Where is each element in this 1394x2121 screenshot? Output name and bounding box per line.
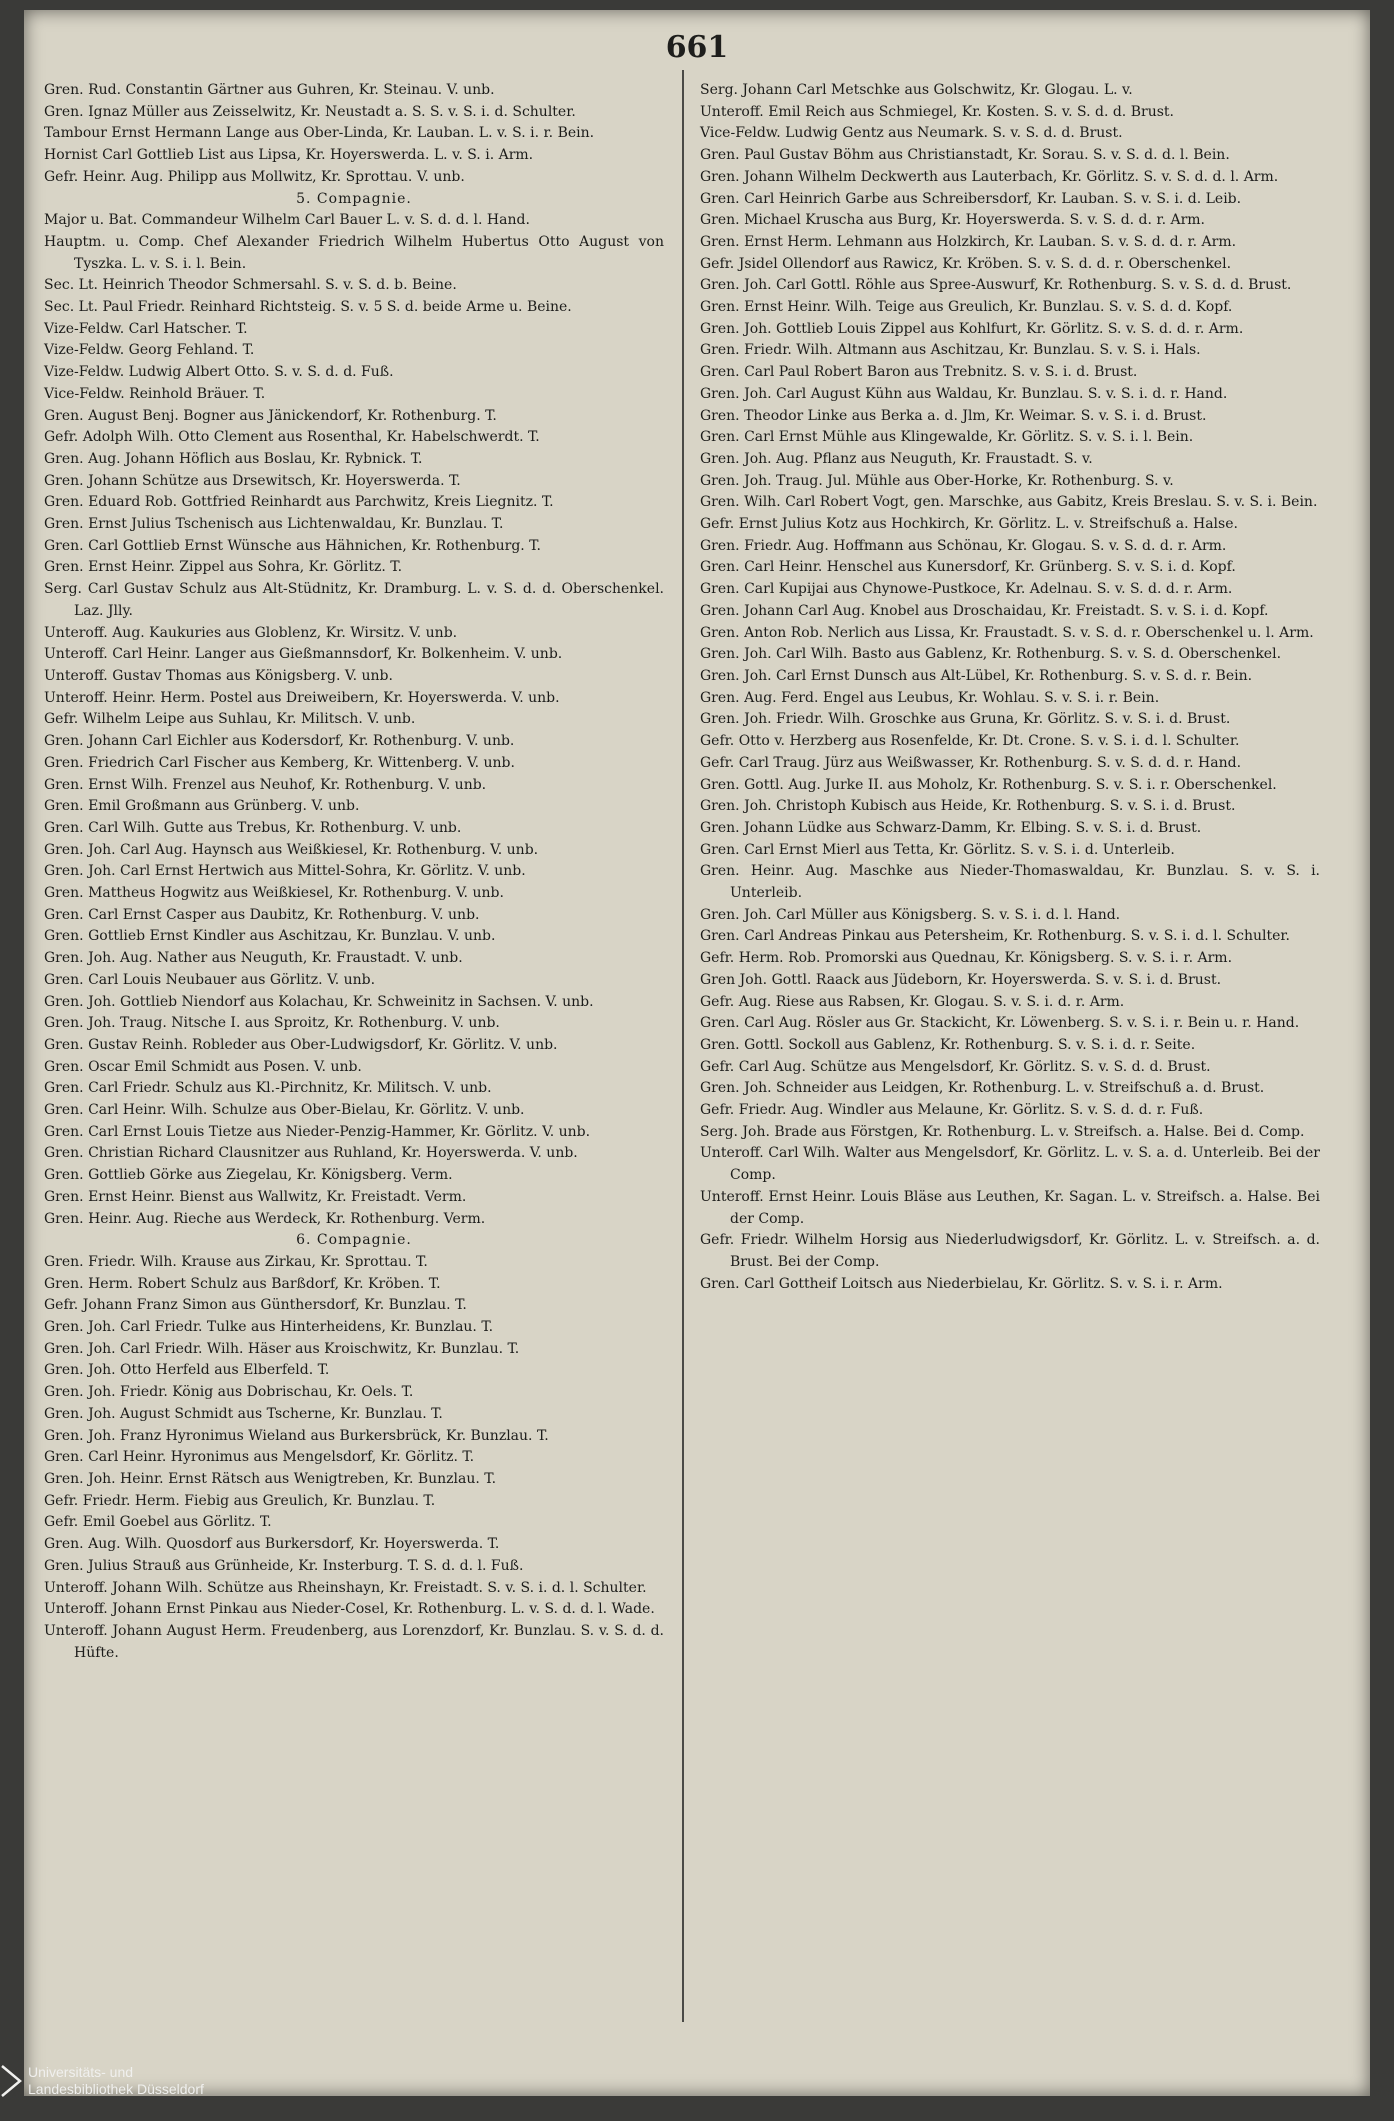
roster-entry: Gren. Carl Friedr. Schulz aus Kl.-Pirchnitz, Kr. Militsch. V. unb. (44, 1080, 492, 1097)
roster-entry: Gren. Ernst Heinr. Zippel aus Sohra, Kr. Görlitz. T. (44, 559, 403, 576)
roster-entry: Vice-Feldw. Reinhold Bräuer. T. (44, 385, 266, 402)
roster-entry: Gren. Aug. Ferd. Engel aus Leubus, Kr. Wohlau. S. v. S. i. r. Bein. (700, 689, 1160, 706)
roster-entry: Gren. Joh. Carl Müller aus Königsberg. S. v. S. i. d. l. Hand. (700, 906, 1121, 923)
roster-entry: Unteroff. Johann August Herm. Freudenberg, aus Lorenzdorf, Kr. Bunzlau. S. v. S. d. d. Hüfte. (44, 1622, 664, 1661)
roster-entry: Gren. Carl Kupijai aus Chynowe-Pustkoce, Kr. Adelnau. S. v. S. d. d. r. Arm. (700, 581, 1233, 598)
roster-entry: Gren. Carl Paul Robert Baron aus Trebnitz. S. v. S. i. d. Brust. (700, 364, 1138, 381)
roster-entry: Serg. Carl Gustav Schulz aus Alt-Stüdnitz, Kr. Dramburg. L. v. S. d. d. Oberschenkel. Laz. Jlly. (44, 581, 664, 619)
roster-entry: Gren. Carl Andreas Pinkau aus Petersheim, Kr. Rothenburg. S. v. S. i. d. l. Schulter. (700, 928, 1291, 945)
roster-entry: Gren. Carl Gottlieb Ernst Wünsche aus Hähnichen, Kr. Rothenburg. T. (44, 537, 541, 554)
roster-entry: Gren. Johann Carl Eichler aus Kodersdorf, Kr. Rothenburg. V. unb. (44, 733, 515, 750)
roster-entry: Major u. Bat. Commandeur Wilhelm Carl Bauer L. v. S. d. d. l. Hand. (44, 212, 530, 229)
roster-entry: Gren. Ernst Julius Tschenisch aus Lichtenwaldau, Kr. Bunzlau. T. (44, 516, 504, 533)
roster-entry: Gren. Gustav Reinh. Robleder aus Ober-Ludwigsdorf, Kr. Görlitz. V. unb. (44, 1036, 558, 1053)
roster-entry: Gefr. Herm. Rob. Promorski aus Quednau, Kr. Königsberg. S. v. S. i. r. Arm. (700, 950, 1233, 967)
roster-entry: Gren. Joh. Gottlieb Niendorf aus Kolachau, Kr. Schweinitz in Sachsen. V. unb. (44, 993, 594, 1010)
roster-entry: Gren. Gottlieb Ernst Kindler aus Aschitzau, Kr. Bunzlau. V. unb. (44, 928, 496, 945)
roster-entry: Gren. Joh. Carl Ernst Hertwich aus Mittel-Sohra, Kr. Görlitz. V. unb. (44, 863, 526, 880)
roster-entry: Gren. Carl Heinr. Hyronimus aus Mengelsdorf, Kr. Görlitz. T. (44, 1449, 475, 1466)
roster-entry: Gefr. Otto v. Herzberg aus Rosenfelde, Kr. Dt. Crone. S. v. S. i. d. l. Schulter. (700, 733, 1240, 750)
roster-entry: Gefr. Aug. Riese aus Rabsen, Kr. Glogau. S. v. S. i. d. r. Arm. (700, 993, 1125, 1010)
roster-entry: Gren. Ernst Heinr. Wilh. Teige aus Greulich, Kr. Bunzlau. S. v. S. d. d. Kopf. (700, 299, 1233, 316)
ulb-logo-icon (0, 2064, 22, 2098)
roster-entry: Gren. Friedr. Wilh. Altmann aus Aschitzau, Kr. Bunzlau. S. v. S. i. Hals. (700, 342, 1201, 359)
company-heading: 6. Compagnie. (296, 1232, 412, 1249)
roster-entry: Gren. Joh. Franz Hyronimus Wieland aus Burkersbrück, Kr. Bunzlau. T. (44, 1427, 549, 1444)
roster-entry: Gefr. Carl Traug. Jürz aus Weißwasser, Kr. Rothenburg. S. v. S. d. d. r. Hand. (700, 754, 1242, 771)
roster-entry: Unteroff. Emil Reich aus Schmiegel, Kr. Kosten. S. v. S. d. d. Brust. (700, 103, 1174, 120)
left-column (44, 80, 664, 1664)
roster-entry: Vize-Feldw. Carl Hatscher. T. (44, 320, 248, 337)
roster-entry: Gren. Carl Heinr. Henschel aus Kunersdorf, Kr. Grünberg. S. v. S. i. d. Kopf. (700, 559, 1236, 576)
roster-entry: Hauptm. u. Comp. Chef Alexander Friedrich Wilhelm Hubertus Otto August von Tyszka. L. v. S. i. l. Bein. (44, 233, 664, 272)
roster-entry: Gren. Joh. Carl Gottl. Röhle aus Spree-Auswurf, Kr. Rothenburg. S. v. S. d. d. Brust. (700, 277, 1292, 294)
roster-entry: Unteroff. Gustav Thomas aus Königsberg. V. unb. (44, 667, 393, 684)
roster-entry: Gren. Ignaz Müller aus Zeisselwitz, Kr. Neustadt a. S. S. v. S. i. d. Schulter. (44, 103, 576, 120)
roster-entry: Gefr. Johann Franz Simon aus Günthersdorf, Kr. Bunzlau. T. (44, 1297, 467, 1314)
roster-entry: Gren. Joh. Traug. Jul. Mühle aus Ober-Horke, Kr. Rothenburg. S. v. (700, 472, 1174, 489)
roster-entry: Gren Joh. Gottl. Raack aus Jüdeborn, Kr. Hoyerswerda. S. v. S. i. d. Brust. (700, 971, 1222, 988)
roster-entry: Gren. Herm. Robert Schulz aus Barßdorf, Kr. Kröben. T. (44, 1275, 441, 1292)
roster-entry: Gren. Ernst Herm. Lehmann aus Holzkirch, Kr. Lauban. S. v. S. d. d. r. Arm. (700, 233, 1237, 250)
page-number: 661 (665, 30, 729, 65)
roster-entry: Gren. Joh. Heinr. Ernst Rätsch aus Wenigtreben, Kr. Bunzlau. T. (44, 1471, 497, 1487)
roster-entry: Gefr. Carl Aug. Schütze aus Mengelsdorf, Kr. Görlitz. S. v. S. d. d. Brust. (700, 1058, 1211, 1075)
roster-entry: Sec. Lt. Paul Friedr. Reinhard Richtsteig. S. v. 5 S. d. beide Arme u. Beine. (44, 299, 572, 316)
roster-entry: Gren. Joh. Carl August Kühn aus Waldau, Kr. Bunzlau. S. v. S. i. d. r. Hand. (700, 385, 1228, 402)
roster-entry: Unteroff. Aug. Kaukuries aus Globlenz, Kr. Wirsitz. V. unb. (44, 624, 458, 641)
roster-entry: Gren. Carl Gottheif Loitsch aus Niederbielau, Kr. Görlitz. S. v. S. i. r. Arm. (700, 1275, 1223, 1292)
roster-entry: Gren. Joh. Carl Aug. Haynsch aus Weißkiesel, Kr. Rothenburg. V. unb. (44, 841, 539, 858)
roster-entry: Gren. Joh. Otto Herfeld aus Elberfeld. T. (44, 1362, 330, 1379)
roster-entry: Gren. Heinr. Aug. Maschke aus Nieder-Thomaswaldau, Kr. Bunzlau. S. v. S. i. Unterleib. (700, 863, 1320, 902)
roster-entry: Gren. Carl Louis Neubauer aus Görlitz. V. unb. (44, 971, 376, 988)
document-page (24, 10, 1370, 2096)
roster-entry: Gren. Heinr. Aug. Rieche aus Werdeck, Kr. Rothenburg. Verm. (44, 1210, 486, 1227)
library-name (28, 2064, 204, 2098)
right-column (700, 80, 1320, 1295)
roster-entry: Gefr. Friedr. Herm. Fiebig aus Greulich, Kr. Bunzlau. T. (44, 1492, 436, 1509)
roster-entry: Gren. Aug. Johann Höflich aus Boslau, Kr. Rybnick. T. (44, 450, 423, 467)
roster-entry: Gren. Rud. Constantin Gärtner aus Guhren, Kr. Steinau. V. unb. (44, 82, 495, 98)
roster-entry: Gren. Friedr. Aug. Hoffmann aus Schönau, Kr. Glogau. S. v. S. d. d. r. Arm. (700, 537, 1227, 554)
roster-entry: Gefr. Friedr. Wilhelm Horsig aus Niederludwigsdorf, Kr. Görlitz. L. v. Streifsch. a. d. Brust. Bei der Comp. (700, 1232, 1320, 1270)
roster-entry: Gren. Joh. Christoph Kubisch aus Heide, Kr. Rothenburg. S. v. S. i. d. Brust. (700, 798, 1236, 815)
roster-entry: Unteroff. Carl Heinr. Langer aus Gießmannsdorf, Kr. Bolkenheim. V. unb. (44, 646, 563, 663)
roster-entry: Gren. Joh. Friedr. Wilh. Groschke aus Gruna, Kr. Görlitz. S. v. S. i. d. Brust. (700, 711, 1231, 728)
roster-entry: Gren. Eduard Rob. Gottfried Reinhardt aus Parchwitz, Kreis Liegnitz. T. (44, 494, 554, 511)
roster-entry: Gren. Joh. Schneider aus Leidgen, Kr. Rothenburg. L. v. Streifschuß a. d. Brust. (700, 1080, 1265, 1097)
roster-entry: Vice-Feldw. Ludwig Gentz aus Neumark. S. v. S. d. d. Brust. (700, 125, 1123, 142)
roster-entry: Gren. Joh. Carl Friedr. Wilh. Häser aus Kroischwitz, Kr. Bunzlau. T. (44, 1340, 520, 1357)
roster-entry: Gefr. Wilhelm Leipe aus Suhlau, Kr. Militsch. V. unb. (44, 711, 416, 728)
roster-entry: Gefr. Heinr. Aug. Philipp aus Mollwitz, Kr. Sprottau. V. unb. (44, 168, 465, 185)
roster-entry: Gren. Christian Richard Clausnitzer aus Ruhland, Kr. Hoyerswerda. V. unb. (44, 1145, 578, 1162)
roster-entry: Gren. Gottl. Aug. Jurke II. aus Moholz, Kr. Rothenburg. S. v. S. i. r. Oberschenkel. (700, 776, 1277, 793)
roster-entry: Gren. Joh. August Schmidt aus Tscherne, Kr. Bunzlau. T. (44, 1405, 443, 1422)
roster-entry: Gren. Carl Heinr. Wilh. Schulze aus Ober-Bielau, Kr. Görlitz. V. unb. (44, 1102, 525, 1119)
column-divider (682, 70, 684, 2022)
library-name-line1: Universitäts- und (28, 2064, 134, 2080)
roster-entry: Gren. Joh. Traug. Nitsche I. aus Sproitz, Kr. Rothenburg. V. unb. (44, 1015, 500, 1032)
roster-entry: Serg. Johann Carl Metschke aus Golschwitz, Kr. Glogau. L. v. (700, 82, 1133, 98)
roster-entry: Gren. Friedrich Carl Fischer aus Kemberg, Kr. Wittenberg. V. unb. (44, 754, 515, 771)
roster-entry: Gren. August Benj. Bogner aus Jänickendorf, Kr. Rothenburg. T. (44, 407, 497, 424)
roster-entry: Vize-Feldw. Georg Fehland. T. (44, 342, 255, 359)
roster-entry: Gren. Johann Carl Aug. Knobel aus Droschaidau, Kr. Freistadt. S. v. S. i. d. Kopf. (700, 602, 1269, 619)
roster-entry: Gren. Paul Gustav Böhm aus Christianstadt, Kr. Sorau. S. v. S. d. d. l. Bein. (700, 147, 1230, 164)
roster-entry: Gren. Carl Ernst Mühle aus Klingewalde, Kr. Görlitz. S. v. S. i. l. Bein. (700, 429, 1194, 446)
roster-entry: Gren. Aug. Wilh. Quosdorf aus Burkersdorf, Kr. Hoyerswerda. T. (44, 1536, 500, 1553)
company-heading: 5. Compagnie. (296, 190, 412, 207)
roster-entry: Unteroff. Heinr. Herm. Postel aus Dreiweibern, Kr. Hoyerswerda. V. unb. (44, 689, 560, 706)
roster-entry: Gren. Joh. Carl Friedr. Tulke aus Hinterheidens, Kr. Bunzlau. T. (44, 1319, 494, 1336)
roster-entry: Unteroff. Carl Wilh. Walter aus Mengelsdorf, Kr. Görlitz. L. v. S. a. d. Unterleib. Bei der Comp. (700, 1145, 1320, 1184)
roster-entry: Gren. Carl Ernst Mierl aus Tetta, Kr. Görlitz. S. v. S. i. d. Unterleib. (700, 841, 1175, 858)
library-watermark (0, 2059, 360, 2103)
roster-entry: Gren. Oscar Emil Schmidt aus Posen. V. unb. (44, 1058, 362, 1075)
roster-entry: Gren. Carl Wilh. Gutte aus Trebus, Kr. Rothenburg. V. unb. (44, 819, 462, 836)
roster-entry: Gefr. Emil Goebel aus Görlitz. T. (44, 1514, 272, 1531)
roster-entry: Gren. Emil Großmann aus Grünberg. V. unb. (44, 798, 360, 815)
roster-entry: Gren. Johann Wilhelm Deckwerth aus Lauterbach, Kr. Görlitz. S. v. S. d. d. l. Arm. (700, 168, 1279, 185)
roster-entry: Gren. Ernst Wilh. Frenzel aus Neuhof, Kr. Rothenburg. V. unb. (44, 776, 487, 793)
roster-entry: Gren. Johann Lüdke aus Schwarz-Damm, Kr. Elbing. S. v. S. i. d. Brust. (700, 819, 1202, 836)
roster-entry: Gefr. Friedr. Aug. Windler aus Melaune, Kr. Görlitz. S. v. S. d. d. r. Fuß. (700, 1102, 1204, 1119)
roster-entry: Gren. Friedr. Wilh. Krause aus Zirkau, Kr. Sprottau. T. (44, 1253, 428, 1270)
roster-entry: Gefr. Ernst Julius Kotz aus Hochkirch, Kr. Görlitz. L. v. Streifschuß a. Halse. (700, 516, 1238, 533)
roster-entry: Gren. Gottl. Sockoll aus Gablenz, Kr. Rothenburg. S. v. S. i. d. r. Seite. (700, 1036, 1196, 1053)
library-name-line2: Landesbibliothek Düsseldorf (28, 2081, 204, 2097)
roster-entry: Hornist Carl Gottlieb List aus Lipsa, Kr. Hoyerswerda. L. v. S. i. Arm. (44, 147, 534, 164)
roster-entry: Gren. Theodor Linke aus Berka a. d. Jlm, Kr. Weimar. S. v. S. i. d. Brust. (700, 407, 1207, 424)
roster-entry: Gren. Wilh. Carl Robert Vogt, gen. Marschke, aus Gabitz, Kreis Breslau. S. v. S. i. Bein. (700, 494, 1318, 511)
roster-entry: Tambour Ernst Hermann Lange aus Ober-Linda, Kr. Lauban. L. v. S. i. r. Bein. (44, 125, 595, 142)
roster-entry: Gren. Joh. Gottlieb Louis Zippel aus Kohlfurt, Kr. Görlitz. S. v. S. d. d. r. Arm. (700, 320, 1244, 337)
roster-entry: Gren. Gottlieb Görke aus Ziegelau, Kr. Königsberg. Verm. (44, 1167, 453, 1184)
roster-entry: Gefr. Adolph Wilh. Otto Clement aus Rosenthal, Kr. Habelschwerdt. T. (44, 429, 540, 446)
roster-entry: Gren. Carl Ernst Casper aus Daubitz, Kr. Rothenburg. V. unb. (44, 906, 480, 923)
roster-entry: Gren. Johann Schütze aus Drsewitsch, Kr. Hoyerswerda. T. (44, 472, 461, 489)
roster-entry: Gren. Julius Strauß aus Grünheide, Kr. Insterburg. T. S. d. d. l. Fuß. (44, 1557, 524, 1574)
roster-entry: Gren. Ernst Heinr. Bienst aus Wallwitz, Kr. Freistadt. Verm. (44, 1188, 467, 1205)
roster-entry: Gren. Joh. Aug. Pflanz aus Neuguth, Kr. Fraustadt. S. v. (700, 450, 1093, 467)
roster-entry: Gren. Carl Ernst Louis Tietze aus Nieder-Penzig-Hammer, Kr. Görlitz. V. unb. (44, 1123, 591, 1140)
roster-entry: Serg. Joh. Brade aus Förstgen, Kr. Rothenburg. L. v. Streifsch. a. Halse. Bei d. Comp. (700, 1123, 1305, 1140)
roster-entry: Gefr. Jsidel Ollendorf aus Rawicz, Kr. Kröben. S. v. S. d. d. r. Oberschenkel. (700, 255, 1232, 272)
roster-entry: Gren. Joh. Friedr. König aus Dobrischau, Kr. Oels. T. (44, 1384, 414, 1401)
roster-entry: Unteroff. Johann Wilh. Schütze aus Rheinshayn, Kr. Freistadt. S. v. S. i. d. l. Schulter. (44, 1579, 647, 1596)
roster-entry: Unteroff. Ernst Heinr. Louis Bläse aus Leuthen, Kr. Sagan. L. v. Streifsch. a. Halse. Bei der Comp. (700, 1188, 1320, 1227)
roster-entry: Sec. Lt. Heinrich Theodor Schmersahl. S. v. S. d. b. Beine. (44, 277, 457, 294)
roster-entry: Gren. Carl Aug. Rösler aus Gr. Stackicht, Kr. Löwenberg. S. v. S. i. r. Bein u. r. Hand. (700, 1015, 1300, 1032)
roster-entry: Vize-Feldw. Ludwig Albert Otto. S. v. S. d. d. Fuß. (44, 364, 394, 381)
roster-entry: Unteroff. Johann Ernst Pinkau aus Nieder-Cosel, Kr. Rothenburg. L. v. S. d. d. l. Wade. (44, 1601, 655, 1618)
roster-entry: Gren. Mattheus Hogwitz aus Weißkiesel, Kr. Rothenburg. V. unb. (44, 885, 504, 902)
roster-entry: Gren. Carl Heinrich Garbe aus Schreibersdorf, Kr. Lauban. S. v. S. i. d. Leib. (700, 190, 1242, 207)
roster-entry: Gren. Joh. Carl Wilh. Basto aus Gablenz, Kr. Rothenburg. S. v. S. d. Oberschenkel. (700, 646, 1282, 663)
roster-entry: Gren. Michael Kruscha aus Burg, Kr. Hoyerswerda. S. v. S. d. d. r. Arm. (700, 212, 1206, 229)
roster-entry: Gren. Joh. Carl Ernst Dunsch aus Alt-Lübel, Kr. Rothenburg. S. v. S. d. r. Bein. (700, 667, 1253, 684)
roster-entry: Gren. Anton Rob. Nerlich aus Lissa, Kr. Fraustadt. S. v. S. d. r. Oberschenkel u. l. Arm. (700, 624, 1314, 641)
roster-entry: Gren. Joh. Aug. Nather aus Neuguth, Kr. Fraustadt. V. unb. (44, 950, 463, 967)
